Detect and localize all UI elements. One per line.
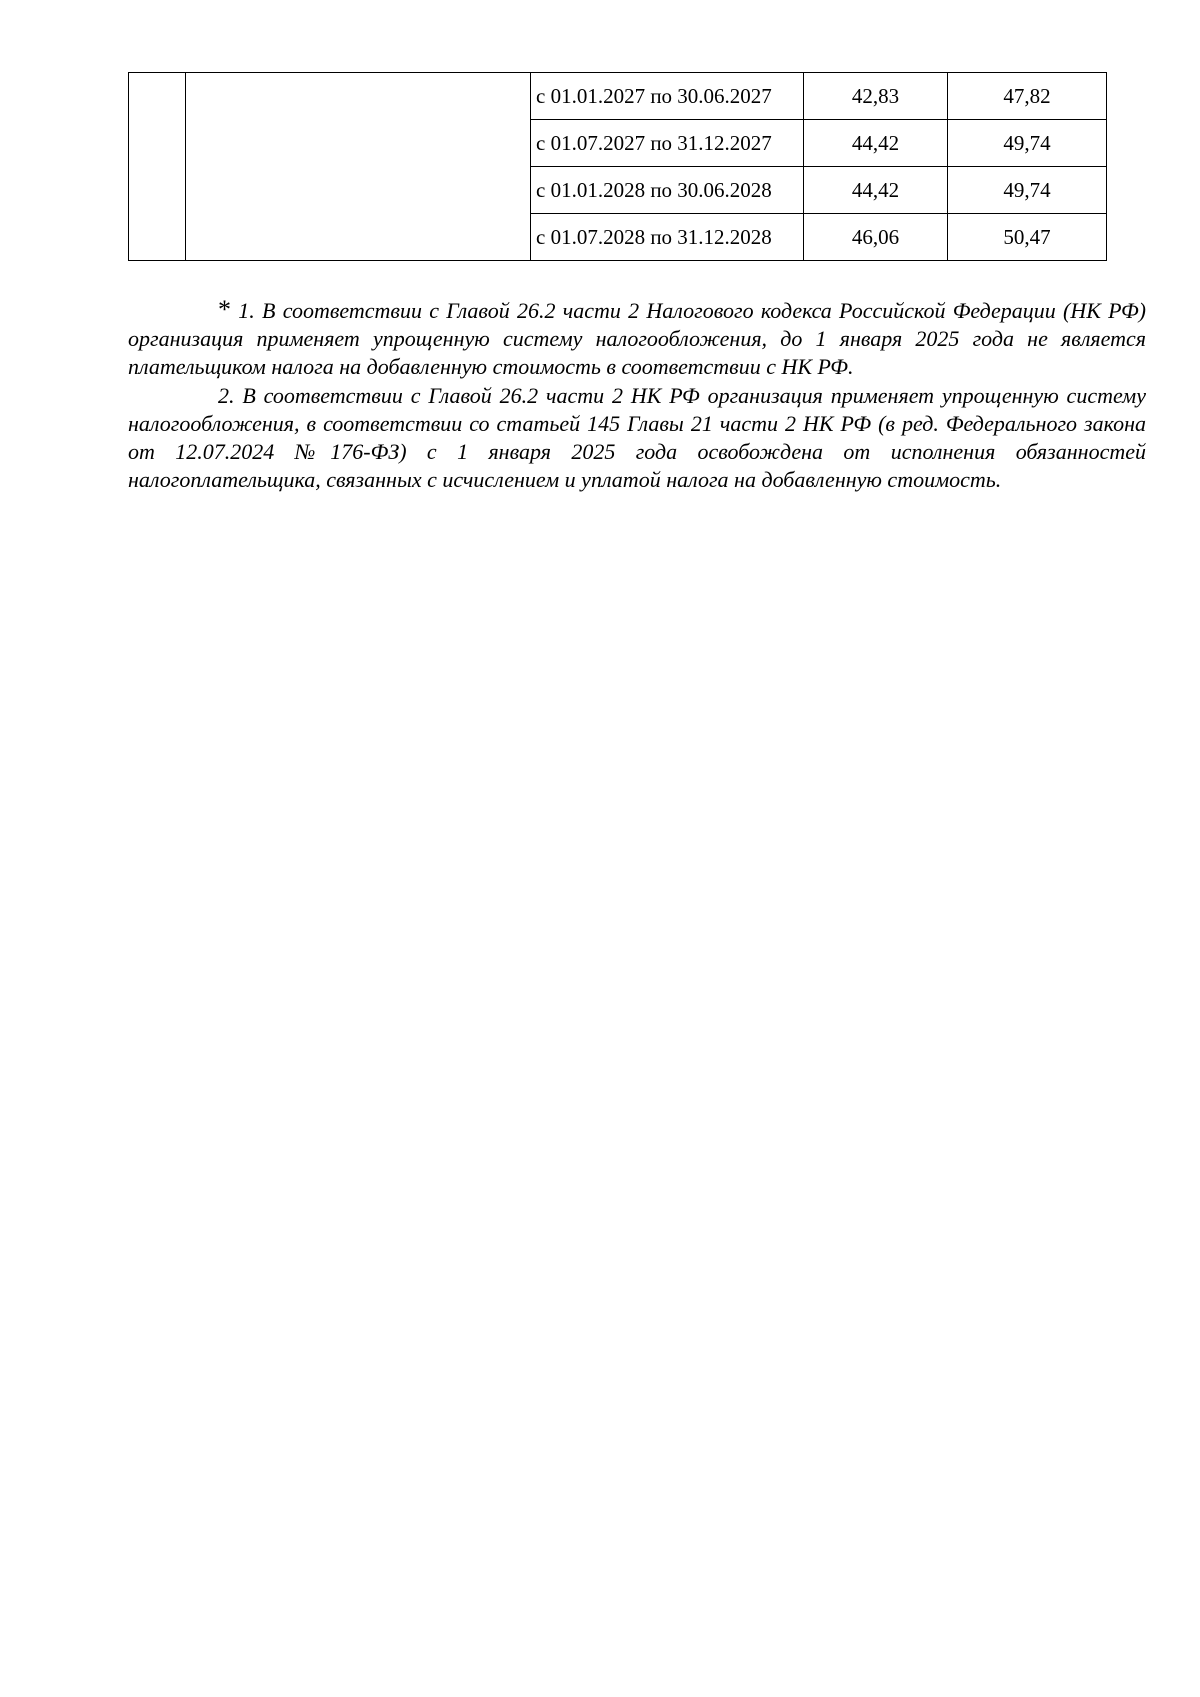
description-cell <box>186 73 531 261</box>
value-2-cell: 47,82 <box>948 73 1107 120</box>
value-2-cell: 50,47 <box>948 214 1107 261</box>
index-cell <box>129 73 186 261</box>
value-1-cell: 44,42 <box>804 120 948 167</box>
value-1-cell: 42,83 <box>804 73 948 120</box>
footnote-1-text: 1. В соответствии с Главой 26.2 части 2 Налогового кодекса Российской Федерации (НК РФ) организация применяет упрощенную систему налогообложения, до 1 января 2025 года не является плательщиком налога на добавленную стоимость в соответствии с НК РФ. <box>128 298 1146 380</box>
period-cell: с 01.07.2027 по 31.12.2027 <box>531 120 804 167</box>
table-row <box>129 73 1107 120</box>
value-2-cell: 49,74 <box>948 120 1107 167</box>
period-cell: с 01.01.2028 по 30.06.2028 <box>531 167 804 214</box>
period-cell: с 01.01.2027 по 30.06.2027 <box>531 73 804 120</box>
footnotes <box>128 296 1146 494</box>
footnote-2: 2. В соответствии с Главой 26.2 части 2 НК РФ организация применяет упрощенную систему налогообложения, в соответствии со статьей 145 Главы 21 части 2 НК РФ (в ред. Федерального закона от 12.07.2024 №176-ФЗ) с 1 января 2025 года освобождена от исполнения обязанностей налогоплательщика, связанных с исчислением и уплатой налога на добавленную стоимость. <box>128 382 1146 493</box>
period-cell: с 01.07.2028 по 31.12.2028 <box>531 214 804 261</box>
footnote-1 <box>128 296 1146 382</box>
value-1-cell: 44,42 <box>804 167 948 214</box>
value-2-cell: 49,74 <box>948 167 1107 214</box>
footnote-marker: * <box>218 295 231 324</box>
value-1-cell: 46,06 <box>804 214 948 261</box>
tariff-table <box>128 72 1107 261</box>
